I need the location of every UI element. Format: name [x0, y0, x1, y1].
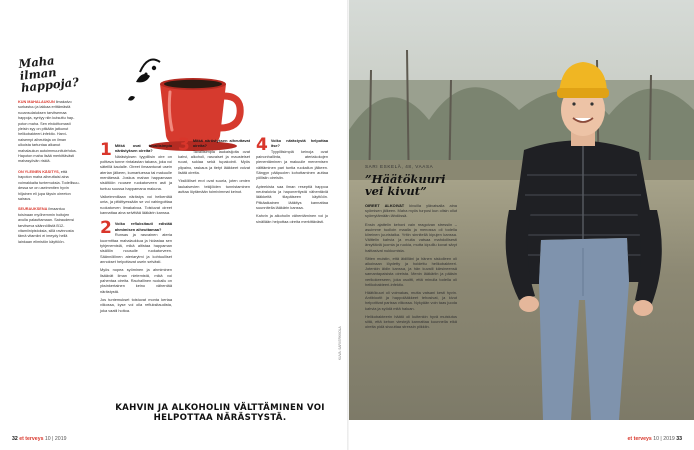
paragraph: Häätökuuri oli voimakas, mutta vatsani kesti hyvin. Antibiootit ja happolääkkeet tehosivat, ja kivut helpottivat parissa viikossa. Nykyään voin taas juoda kahvia ja syödä mitä haluan.	[365, 290, 457, 311]
paragraph: Myös nopea syöminen ja ahmiminen lisäävät ilman nielemistä, mikä voi pahentaa oireita. Rauhallinen ruokailu on yksinkertainen keino vähentää närästystä.	[100, 267, 172, 294]
testimonial-byline: SARI ESKELÄ, 48, VAASA	[365, 164, 434, 169]
photo-credit: KUVA: SARI ERKKOLA	[338, 326, 342, 360]
question-heading: Voiko närästystä helpottaa itse?	[270, 138, 328, 149]
paragraph: Helikobakteerin häätö oli kuitenkin hyvä muistutus siitä, että kehon viestejä kannattaa kuunnella eikä oireita pidä sivuuttaa stressin piikkiin.	[365, 313, 457, 330]
testimonial-column	[365, 164, 457, 332]
paragraph: Runsas ja rasvainen ateria kuormittaa mahalaukkua ja hidastaa sen tyhjenemistä, mikä altistaa happaman sisällön nousulle ruokatorveen. Säännöllinen ateriarytmi ja kohtuulliset annokset helpottavat usein selvästi.	[100, 232, 172, 264]
question-block	[178, 135, 250, 195]
question-number: 1	[100, 140, 112, 160]
paragraph: Yksilölliset erot ovat suuria, joten omien laukaisevien tekijöiden tunnistaminen auttaa löytämään toimivimmat keinot.	[178, 178, 250, 195]
issue-number: 10 | 2019	[44, 436, 67, 442]
sidebar	[17, 53, 80, 250]
question-heading: Mitkä närästyksen aiheuttavat oireita?	[192, 138, 250, 149]
paragraph: Apteekista saa ilman reseptiä happoa neutraloivia ja haponeritystä vähentäviä lääkkeitä tilapäiseen käyttöön. Pitkäaikainen lääkitys kannattaa suunnitella lääkärin kanssa.	[256, 183, 328, 211]
sidebar-block	[18, 207, 80, 245]
sidebar-block-text: limakalvo surkastuu ja lakkaa erittämästä ruoansulatuksen tarvitsemaa happoja, syntyy niin kutsuttu happoton maha. Sen ehdoittomasti yleisin syy on pitkään jatkunut helikobakteeri-infektio. Harvinaisempi aiheuttaja on ilman ulkoista tartuntaa alkanut mahalaukun autoimmuunitulehdus. Hapoton maha lisää merkittävästi mahasyövän riskiä.	[18, 100, 77, 164]
testimonial-title: ”Häätökuuri vei kivut”	[365, 172, 446, 198]
question-block	[100, 218, 172, 313]
paragraph: Närästyksen tyypillisin oire on polttava tunne rintalastan takana, joka voi säteillä kaulalle. Oireet ilmaantuvat usein aterian jälkeen, kumartuessa tai makuulle mentäessä. Joskus mahan happamaan sisältöön nousee ruokatorveen asti ja tuntuu suussa happamana makuna.	[100, 153, 172, 191]
testimonial-body	[365, 203, 457, 329]
page-number: 32	[12, 436, 18, 442]
paragraph: Kahvin ja alkoholin vähentäminen voi jo sinällään helpottaa oireita merkittävästi.	[256, 213, 328, 224]
magazine-brand: et terveys	[627, 436, 652, 442]
paragraph-text: kivuilla ylävatsalla aina syömisen jälkeen. Maha myös turposi kun olisin ollut syömytämään lähdössä.	[365, 203, 457, 219]
pull-quote: KAHVIN JA ALKOHOLIN VÄLTTÄMINEN VOI HELPOTTAA NÄRÄSTYSTÄ.	[115, 403, 325, 423]
sidebar-block-text: että hapoton maha aiheuttaisi aina voimakkaita tuntemuksia. Todellisuudessa se on useimmiten hyvin hiljainen eli jupa täysin oireeton sairaus.	[18, 169, 80, 201]
question-number: 4	[256, 135, 268, 155]
sidebar-block	[18, 100, 80, 165]
article-column-1	[100, 140, 172, 319]
paragraph: Tavallisimpia laukaisijoita ovat kahvi, alkoholi, rasvaiset ja mausteiset ruoat, suklaa sekä tupakointi. Myös ylipaino, raskaus ja tietyt lääkkeet voivat lisätä oireita.	[178, 148, 250, 176]
paragraph: Vaikeimmillaan närästys voi heikentää unta, ja pitkittyessään se voi vahingoittaa ruokatorven limakalvoa. Toistuvat oireet kannattaa aina selvittää lääkärin kanssa.	[100, 194, 172, 216]
footer-right	[628, 436, 682, 442]
sidebar-block-head: ON YLEINEN KÄSITYS,	[18, 169, 60, 174]
paragraph: Tyypillisimpiä keinoja ovat painonhallinta, ateriakokojen pienentäminen ja makuulle menemisen välttäminen pari tuntia ruokailun jälkeen. Sängyn pääpuolen kohottaminen auttaa yöllisiin oireisiin.	[256, 148, 328, 181]
question-number: 2	[100, 218, 112, 239]
paragraph: Jos tuntemukset toistuvat monta kertaa viikossa, kyse voi olla refluksitaudista, joka vaatii hoitoa.	[100, 296, 172, 313]
sidebar-block-text: ilmaantuu toisinaan myöhemmin hoitojen avulla palauttamaan. Sairaudensi tarvitseva säännöllistä B12-vitamiinipistoksia, sillä ravinnosta tämä vitamiini ei imeydy hellä lainkaan elimistön käyttöön.	[18, 207, 75, 244]
magazine-brand: et terveys	[19, 436, 44, 442]
paragraph: Ensin ajattelin kehoni vain reagoivan stressiin – asuimme tuolloin maalla ja menossa oli todella kiireinen juuristaika. Yritin sinnitellä kipujen kanssa. Välttelin kahvia ja muita vatsaa mahdollisesti ärsyttäviä juomia ja ruokia, mutta kipuillu kovat säryt haittasivat nukkumista.	[365, 221, 457, 253]
page-number: 33	[676, 436, 682, 442]
article-column-2	[178, 135, 250, 200]
question-number: 3	[178, 135, 190, 155]
question-block	[256, 135, 328, 224]
question-heading: Voiko refluksitauti edistää ahmimisen aiheuttamaa?	[114, 221, 172, 232]
footer-left	[12, 436, 66, 442]
coffee-cup-illustration	[118, 52, 268, 155]
paragraph	[365, 203, 457, 219]
issue-number: 10 | 2019	[653, 436, 675, 442]
article-column-3	[256, 135, 328, 230]
question-heading: Mitkä ovat tavallisimpia närästyksen oireita?	[114, 143, 172, 154]
lead-in: OIREET ALKOIVAT	[365, 203, 405, 208]
sidebar-block-head: SEURAUKSENA	[18, 207, 48, 212]
question-block	[100, 140, 172, 216]
woman-figure	[479, 60, 689, 420]
sidebar-block	[18, 170, 80, 202]
paragraph: Sitten muistin, että äidilläni ja hänen siskolleen oli aikoinaan löydetty ja hoidettu helikobakteeri. Jotenkin äidin kanssa, ja hän kuvaili kärsineensä samantapaisista oireista. Menin lääkäriin ja pääsin verikokeeseen, joka osoitti, että minulla todella oli helikobakteeri-infektio.	[365, 255, 457, 287]
sidebar-title: Maha ilman happoja?	[17, 53, 80, 95]
sidebar-block-head: KUN MAHALAUKUN	[18, 100, 55, 104]
